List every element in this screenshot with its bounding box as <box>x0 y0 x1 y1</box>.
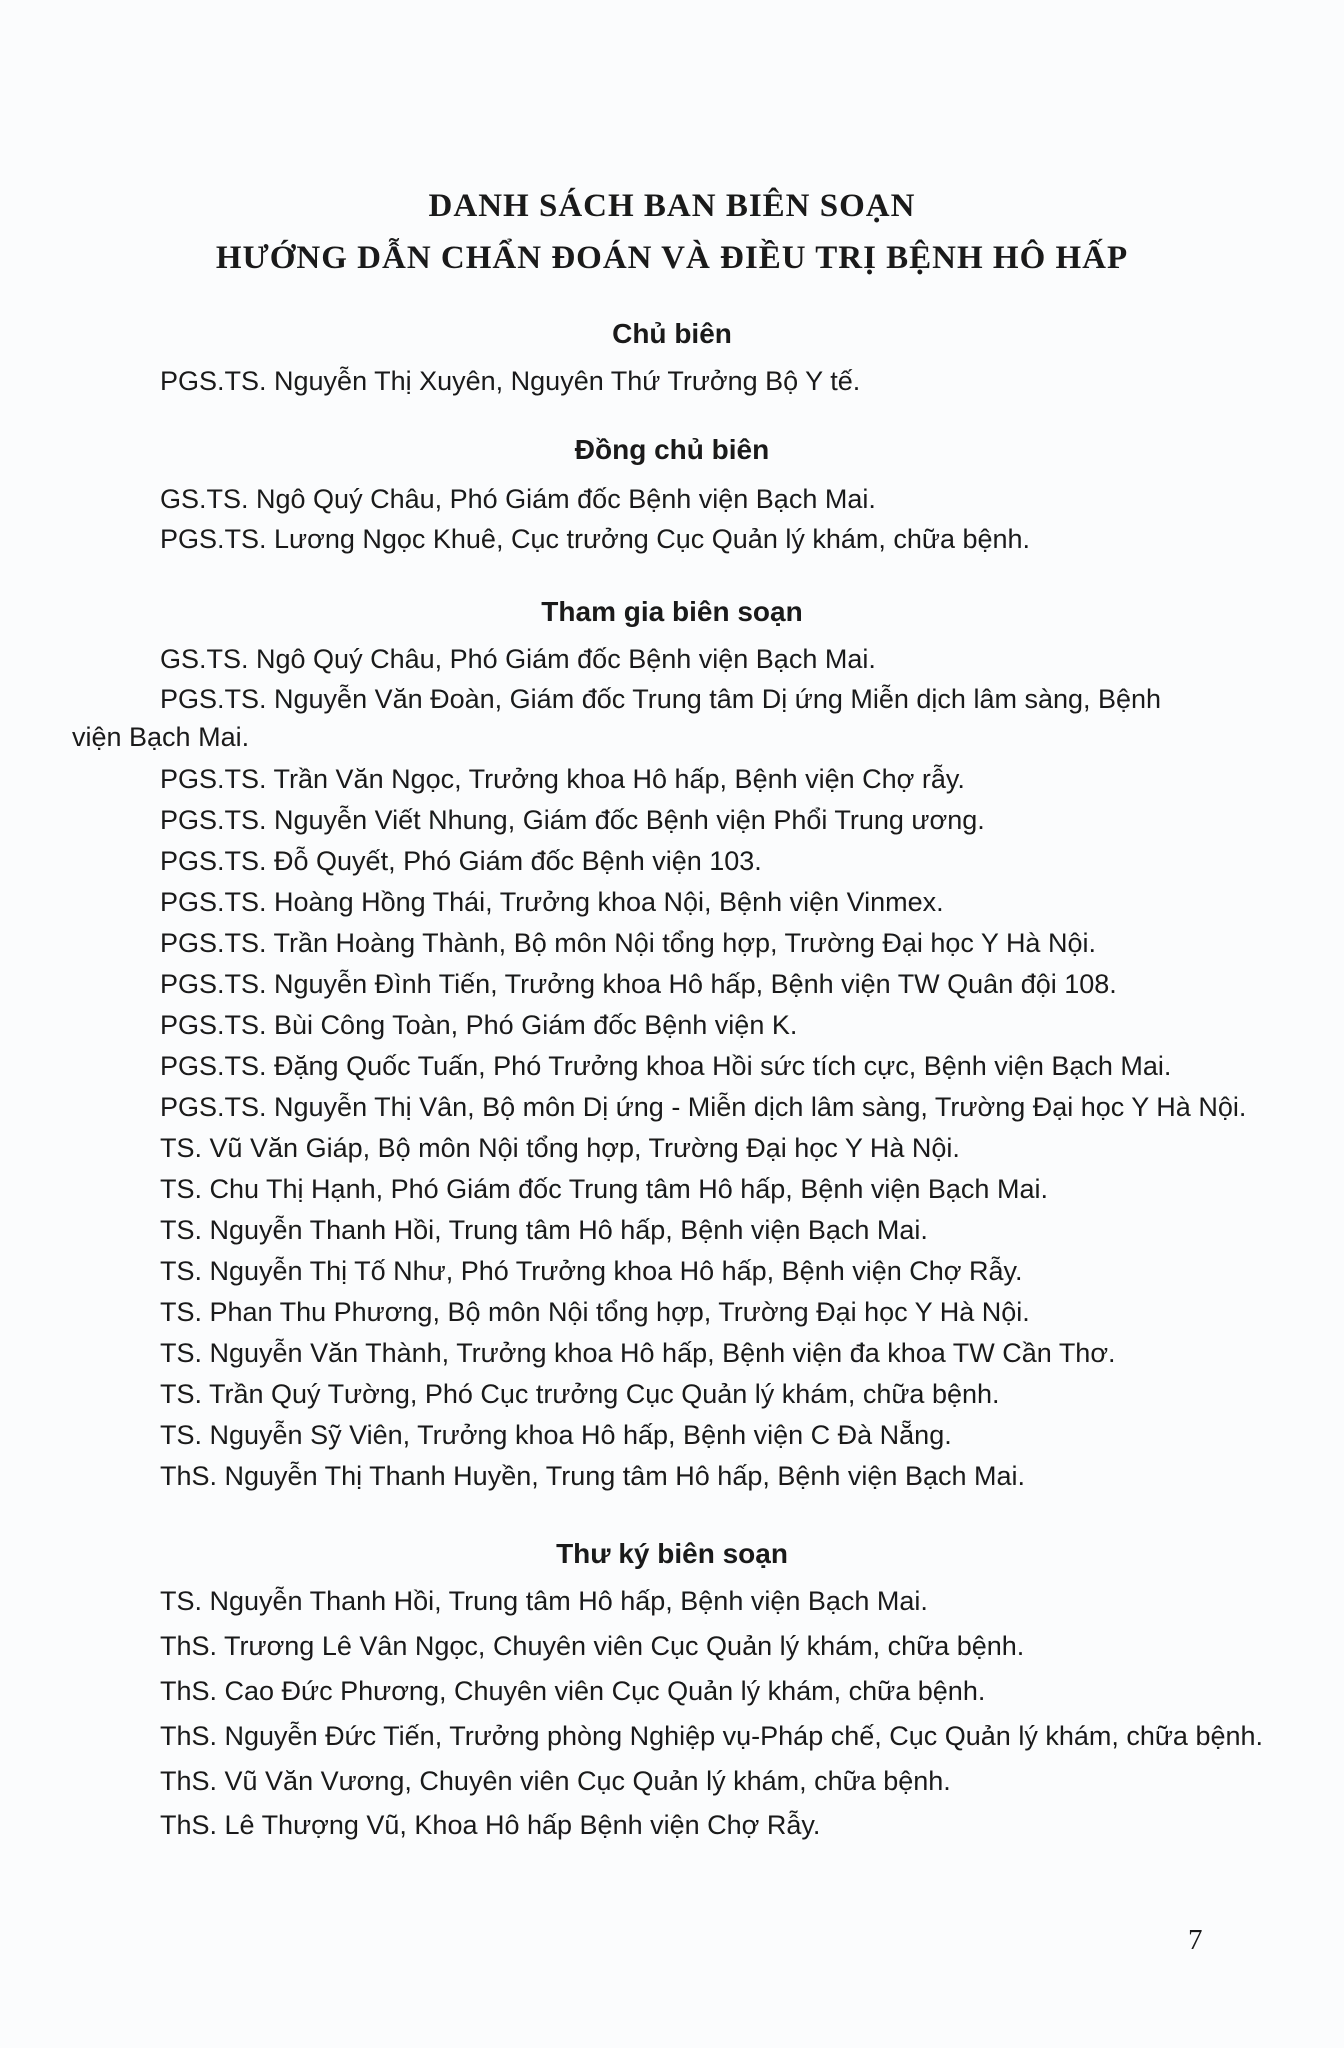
heading-chu-bien: Chủ biên <box>612 318 732 349</box>
document-title-line-1: DANH SÁCH BAN BIÊN SOẠN <box>428 188 916 224</box>
entry-tham-gia-15: TS. Nguyễn Thị Tố Như, Phó Trưởng khoa Hô hấp, Bệnh viện Chợ Rẫy. <box>160 1256 1023 1286</box>
entry-thu-ky-6: ThS. Lê Thượng Vũ, Khoa Hô hấp Bệnh viện Chợ Rẫy. <box>160 1810 821 1840</box>
entry-tham-gia-13: TS. Chu Thị Hạnh, Phó Giám đốc Trung tâm Hô hấp, Bệnh viện Bạch Mai. <box>160 1174 1048 1204</box>
entry-thu-ky-3: ThS. Cao Đức Phương, Chuyên viên Cục Quản lý khám, chữa bệnh. <box>160 1676 986 1706</box>
entry-thu-ky-4: ThS. Nguyễn Đức Tiến, Trưởng phòng Nghiệp vụ-Pháp chế, Cục Quản lý khám, chữa bệnh. <box>160 1721 1264 1751</box>
entry-tham-gia-12: TS. Vũ Văn Giáp, Bộ môn Nội tổng hợp, Trường Đại học Y Hà Nội. <box>160 1133 960 1163</box>
entry-thu-ky-1: TS. Nguyễn Thanh Hồi, Trung tâm Hô hấp, Bệnh viện Bạch Mai. <box>160 1586 928 1616</box>
page-number: 7 <box>1188 1924 1203 1956</box>
entry-tham-gia-18: TS. Trần Quý Tường, Phó Cục trưởng Cục Quản lý khám, chữa bệnh. <box>160 1379 1000 1409</box>
entry-tham-gia-3: PGS.TS. Trần Văn Ngọc, Trưởng khoa Hô hấp, Bệnh viện Chợ rẫy. <box>160 764 965 794</box>
entry-chu-bien-1: PGS.TS. Nguyễn Thị Xuyên, Nguyên Thứ Trưởng Bộ Y tế. <box>160 366 861 396</box>
entry-tham-gia-17: TS. Nguyễn Văn Thành, Trưởng khoa Hô hấp, Bệnh viện đa khoa TW Cần Thơ. <box>160 1338 1116 1368</box>
entry-tham-gia-9: PGS.TS. Bùi Công Toàn, Phó Giám đốc Bệnh viện K. <box>160 1010 798 1040</box>
entry-tham-gia-2: PGS.TS. Nguyễn Văn Đoàn, Giám đốc Trung tâm Dị ứng Miễn dịch lâm sàng, Bệnh <box>160 684 1162 714</box>
entry-tham-gia-20: ThS. Nguyễn Thị Thanh Huyền, Trung tâm Hô hấp, Bệnh viện Bạch Mai. <box>160 1461 1025 1491</box>
entry-tham-gia-10: PGS.TS. Đặng Quốc Tuấn, Phó Trưởng khoa Hồi sức tích cực, Bệnh viện Bạch Mai. <box>160 1051 1172 1081</box>
entry-thu-ky-2: ThS. Trương Lê Vân Ngọc, Chuyên viên Cục Quản lý khám, chữa bệnh. <box>160 1631 1025 1661</box>
entry-tham-gia-8: PGS.TS. Nguyễn Đình Tiến, Trưởng khoa Hô hấp, Bệnh viện TW Quân đội 108. <box>160 969 1117 999</box>
heading-tham-gia-bien-soan: Tham gia biên soạn <box>541 596 803 627</box>
heading-dong-chu-bien: Đồng chủ biên <box>574 434 770 465</box>
document-title-line-2: HƯỚNG DẪN CHẨN ĐOÁN VÀ ĐIỀU TRỊ BỆNH HÔ HẤP <box>215 240 1129 276</box>
entry-tham-gia-1: GS.TS. Ngô Quý Châu, Phó Giám đốc Bệnh viện Bạch Mai. <box>160 644 876 674</box>
entry-dong-chu-bien-2: PGS.TS. Lương Ngọc Khuê, Cục trưởng Cục Quản lý khám, chữa bệnh. <box>160 524 1031 554</box>
entry-tham-gia-7: PGS.TS. Trần Hoàng Thành, Bộ môn Nội tổng hợp, Trường Đại học Y Hà Nội. <box>160 928 1096 958</box>
entry-tham-gia-16: TS. Phan Thu Phương, Bộ môn Nội tổng hợp, Trường Đại học Y Hà Nội. <box>160 1297 1030 1327</box>
heading-thu-ky-bien-soan: Thư ký biên soạn <box>556 1538 788 1569</box>
entry-dong-chu-bien-1: GS.TS. Ngô Quý Châu, Phó Giám đốc Bệnh viện Bạch Mai. <box>160 484 876 514</box>
entry-tham-gia-5: PGS.TS. Đỗ Quyết, Phó Giám đốc Bệnh viện 103. <box>160 846 762 876</box>
entry-tham-gia-6: PGS.TS. Hoàng Hồng Thái, Trưởng khoa Nội, Bệnh viện Vinmex. <box>160 887 944 917</box>
entry-tham-gia-2-continued: viện Bạch Mai. <box>72 722 250 752</box>
entry-tham-gia-4: PGS.TS. Nguyễn Viết Nhung, Giám đốc Bệnh viện Phổi Trung ương. <box>160 805 985 835</box>
entry-tham-gia-19: TS. Nguyễn Sỹ Viên, Trưởng khoa Hô hấp, Bệnh viện C Đà Nẵng. <box>160 1420 952 1450</box>
entry-tham-gia-14: TS. Nguyễn Thanh Hồi, Trung tâm Hô hấp, Bệnh viện Bạch Mai. <box>160 1215 928 1245</box>
entry-thu-ky-5: ThS. Vũ Văn Vương, Chuyên viên Cục Quản lý khám, chữa bệnh. <box>160 1766 951 1796</box>
entry-tham-gia-11: PGS.TS. Nguyễn Thị Vân, Bộ môn Dị ứng - Miễn dịch lâm sàng, Trường Đại học Y Hà Nội. <box>160 1092 1247 1122</box>
